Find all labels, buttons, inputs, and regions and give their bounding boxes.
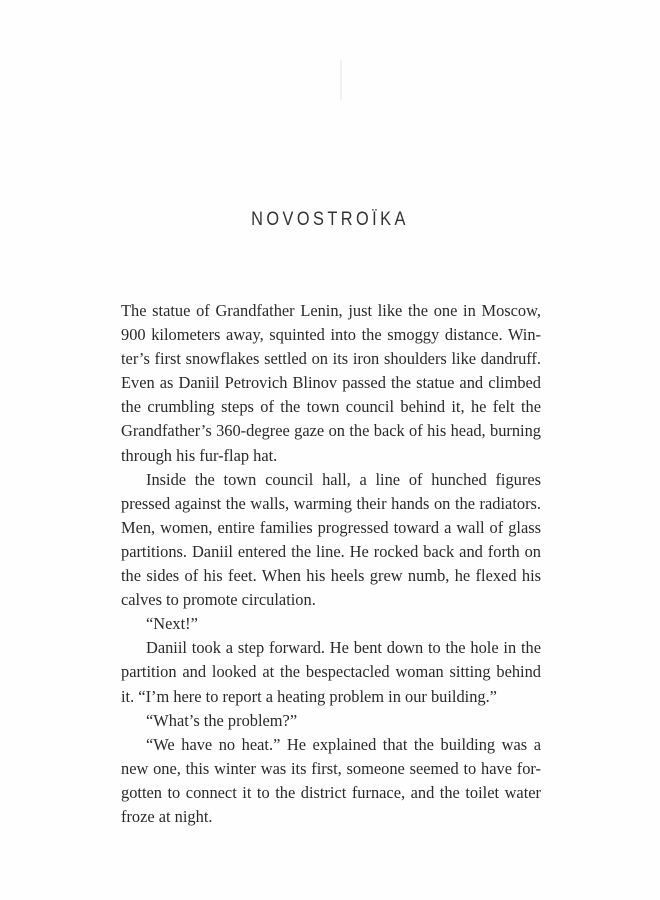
- text-line: Daniil took a step forward. He bent down to the hole in the: [146, 638, 541, 658]
- paragraph-2: [121, 468, 541, 613]
- text-line: “What’s the problem?”: [146, 710, 298, 730]
- paragraph-3: [121, 612, 541, 636]
- text-line: froze at night.: [121, 806, 213, 826]
- text-line: the sides of his feet. When his heels grew numb, he flexed his: [121, 566, 541, 586]
- paragraph-4: [121, 636, 541, 708]
- text-line: Even as Daniil Petrovich Blinov passed the statue and climbed: [121, 373, 541, 393]
- text-line: Men, women, entire families progressed toward a wall of glass: [121, 517, 541, 537]
- text-line: the crumbling steps of the town council behind it, he felt the: [121, 397, 541, 417]
- text-line: 900 kilometers away, squinted into the smoggy distance. Win-: [121, 325, 541, 345]
- paragraph-1: [121, 299, 541, 468]
- text-line: calves to promote circulation.: [121, 590, 316, 610]
- text-line: “Next!”: [146, 614, 198, 634]
- scan-artifact: [340, 60, 342, 100]
- text-line: pressed against the walls, warming their hands on the radiators.: [121, 493, 541, 513]
- paragraph-5: [121, 709, 541, 733]
- text-line: through his fur-flap hat.: [121, 445, 278, 465]
- text-line: partition and looked at the bespectacled woman sitting behind: [121, 662, 541, 682]
- text-line: new one, this winter was its first, someone seemed to have for-: [121, 758, 541, 778]
- text-line: gotten to connect it to the district furnace, and the toilet water: [121, 782, 541, 802]
- text-line: ter’s first snowflakes settled on its iron shoulders like dandruff.: [121, 349, 541, 369]
- body-text: [121, 299, 541, 829]
- text-line: it. “I’m here to report a heating problem in our building.”: [121, 686, 497, 706]
- text-line: The statue of Grandfather Lenin, just like the one in Moscow,: [121, 301, 541, 320]
- paragraph-6: [121, 733, 541, 829]
- text-line: “We have no heat.” He explained that the building was a: [146, 734, 541, 754]
- text-line: partitions. Daniil entered the line. He rocked back and forth on: [121, 541, 541, 561]
- text-line: Grandfather’s 360-degree gaze on the back of his head, burning: [121, 421, 541, 441]
- text-line: Inside the town council hall, a line of hunched figures: [146, 469, 541, 489]
- chapter-title: NOVOSTROÏKA: [251, 209, 409, 230]
